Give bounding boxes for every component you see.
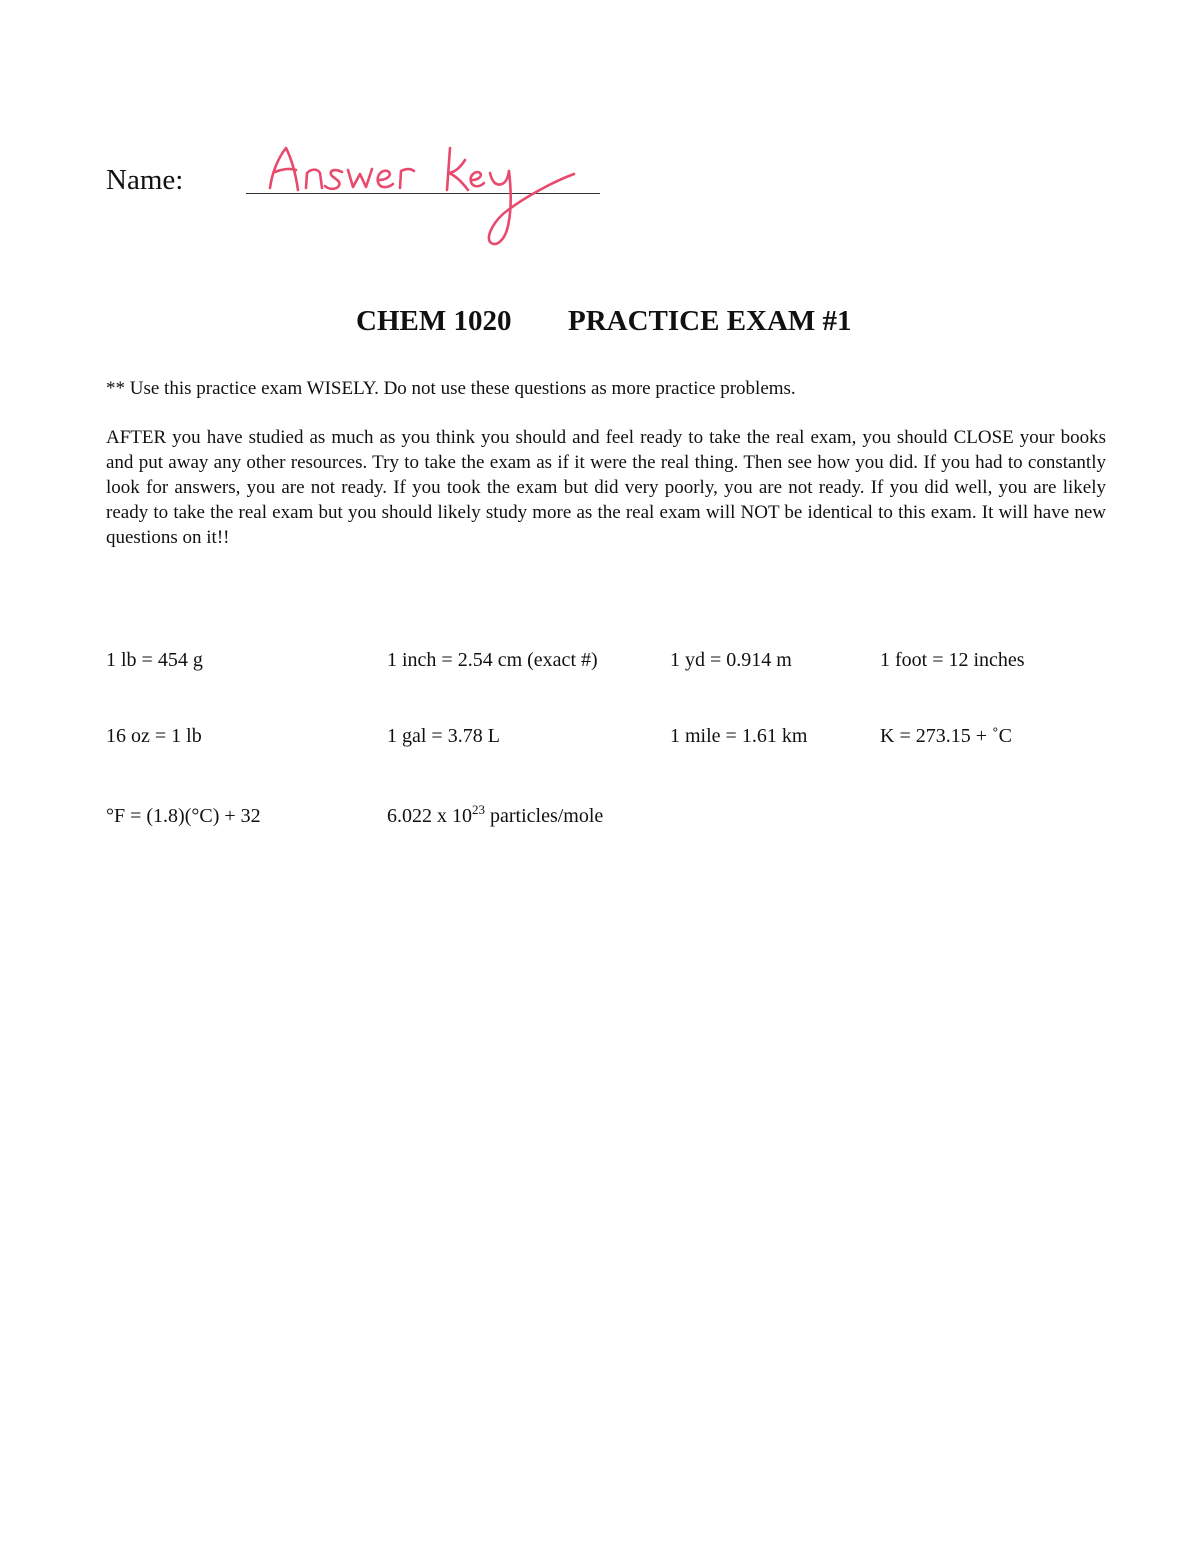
- conversion-foot-inches: 1 foot = 12 inches: [880, 649, 1025, 671]
- usage-note: ** Use this practice exam WISELY. Do not use these questions as more practice problems.: [106, 378, 796, 399]
- conversion-gal-l: 1 gal = 3.78 L: [387, 725, 500, 747]
- conversion-lb-g: 1 lb = 454 g: [106, 649, 203, 671]
- conversion-oz-lb: 16 oz = 1 lb: [106, 725, 202, 747]
- exam-title: PRACTICE EXAM #1: [568, 305, 852, 337]
- avogadro-exponent: 23: [472, 802, 485, 817]
- conversion-kelvin: K = 273.15 + ˚C: [880, 725, 1013, 747]
- avogadro-base: 6.022 x 10: [387, 805, 472, 827]
- conversion-yd-m: 1 yd = 0.914 m: [670, 649, 792, 671]
- name-label: Name:: [106, 164, 184, 196]
- conversion-fahrenheit: °F = (1.8)(°C) + 32: [106, 805, 261, 827]
- avogadro-number: [387, 803, 603, 829]
- conversion-mile-km: 1 mile = 1.61 km: [670, 725, 808, 747]
- course-title: CHEM 1020: [356, 305, 512, 337]
- avogadro-unit: particles/mole: [485, 805, 604, 827]
- conversion-inch-cm: 1 inch = 2.54 cm (exact #): [387, 649, 598, 671]
- instructions-paragraph: AFTER you have studied as much as you think you should and feel ready to take the real exam, you should CLOSE your books and put away any other resources. Try to take the exam as if it were the real thing. Then see how you did. If you had to constantly look for answers, you are not ready. If you took the exam but did very poorly, you are not ready. If you did well, you are likely ready to take the real exam but you should likely study more as the real exam will NOT be identical to this exam. It will have new questions on it!!: [106, 427, 1106, 548]
- handwritten-name-answer-key: [262, 138, 592, 258]
